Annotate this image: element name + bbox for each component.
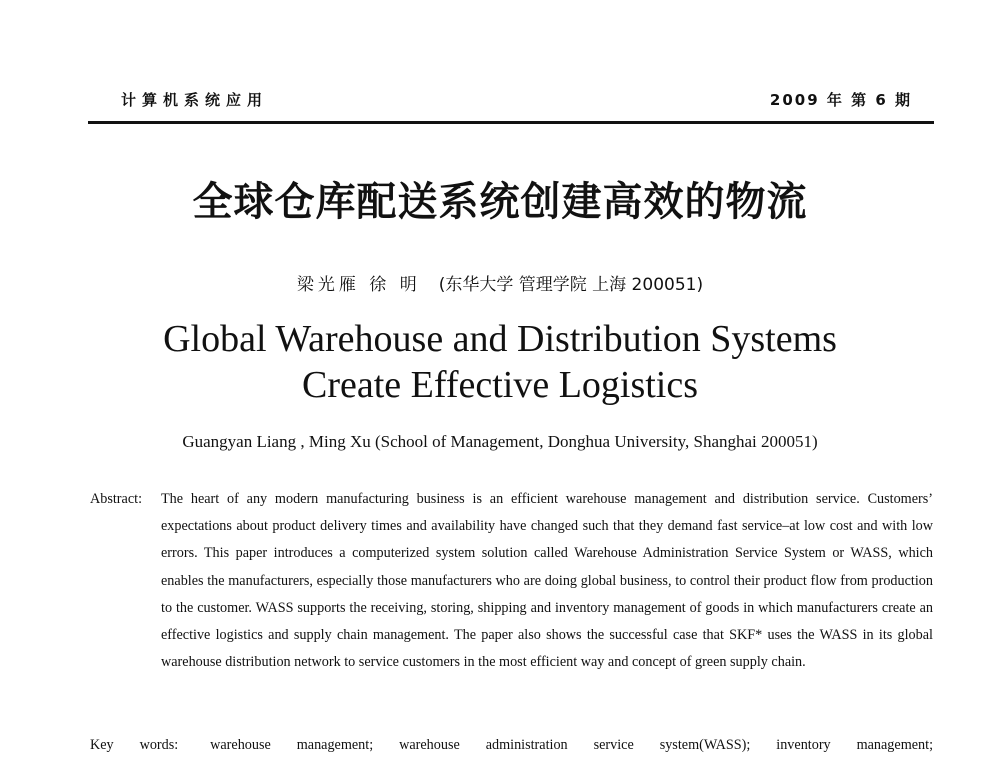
- chinese-author-line: [0, 270, 1000, 295]
- journal-name: 计算机系统应用: [121, 91, 269, 109]
- english-title: [0, 316, 1000, 408]
- english-author-line: Guangyan Liang , Ming Xu (School of Management, Donghua University, Shanghai 200051): [182, 432, 818, 451]
- abstract-label: Abstract:: [90, 491, 143, 507]
- english-title-line-1: Global Warehouse and Distribution Systems: [163, 318, 837, 360]
- running-header: [121, 89, 912, 113]
- chinese-author-names: 梁光雁 徐 明: [296, 275, 421, 295]
- abstract-text: The heart of any modern manufacturing business is an efficient warehouse management and distribution service. Customers’ expectations about product delivery times and availability have changed such that they demand fast service–at low cost and with low errors. This paper introduces a computerized system solution called Warehouse Administration Service System or WASS, which enables the manufacturers, especially those manufacturers who are doing global business, to control their product flow from production to the customer. WASS supports the receiving, storing, shipping and inventory management of goods in which manufacturers create an effective logistics and supply chain management. The paper also shows the successful case that SKF* uses the WASS in its global warehouse distribution network to service customers in the most efficient way and concept of green supply chain.: [161, 491, 933, 671]
- keywords-text: warehouse management; warehouse administration service system(WASS); inventory management;: [210, 737, 934, 753]
- abstract: [90, 486, 933, 676]
- keywords-label: Key words:: [90, 737, 179, 753]
- chinese-affiliation: (东华大学 管理学院 上海 200051): [438, 275, 704, 295]
- header-rule: [88, 121, 934, 124]
- chinese-title: 全球仓库配送系统创建高效的物流: [192, 179, 808, 225]
- english-title-line-2: Create Effective Logistics: [301, 364, 699, 406]
- keywords: [90, 732, 933, 759]
- issue-info: 2009 年 第 6 期: [769, 91, 912, 109]
